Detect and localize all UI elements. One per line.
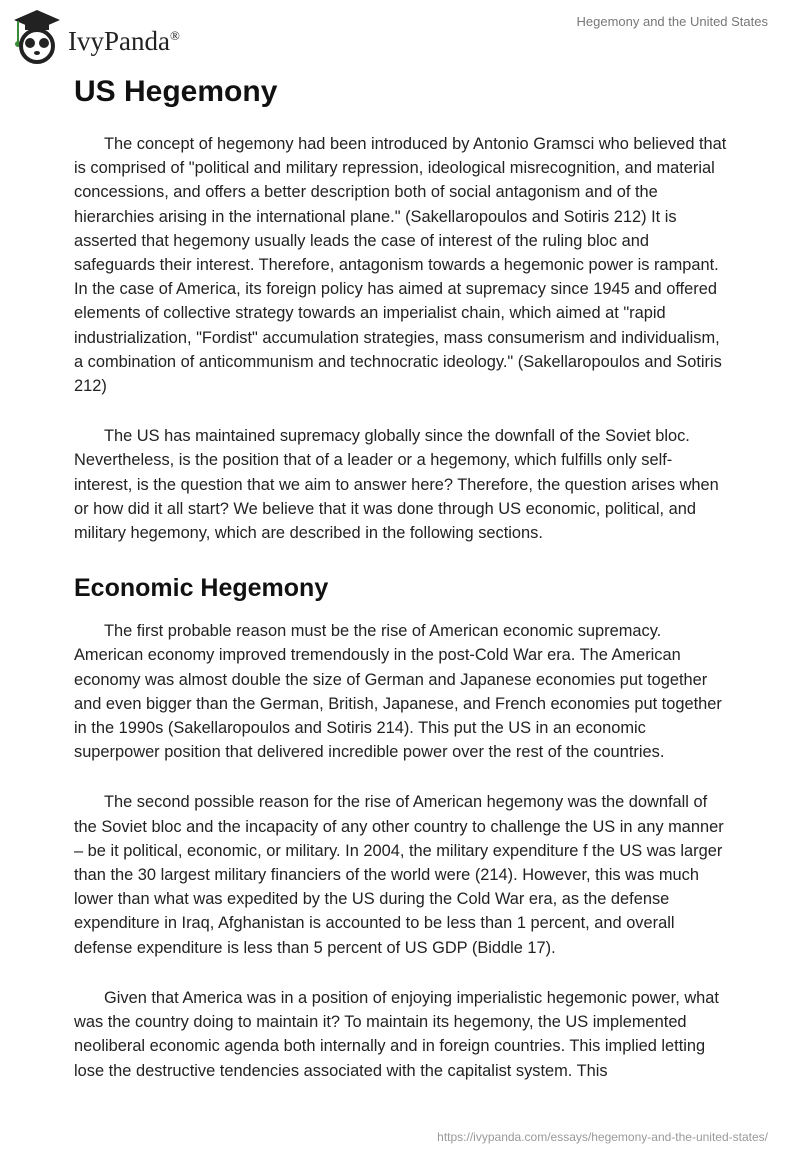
registered-mark: ®: [169, 27, 180, 43]
logo-text: IvyPanda: [68, 25, 170, 56]
paragraph: The first probable reason must be the rise of American economic supremacy. American economy improved tremendously in the post-Cold War era. The American economy was almost double the size of German and Japanese economies put together and even bigger than the German, British, Japanese, and French economies put together in the 1990s (Sakellaropoulos and Sotiris 214). This put the US in an economic superpower position that delivered incredible power over the rest of the countries.: [74, 622, 722, 762]
paragraph: Given that America was in a position of enjoying imperialistic hegemonic power, what was the country doing to maintain it? To maintain its hegemony, the US implemented neoliberal economic agenda both internally and in foreign countries. This implied letting lose the destructive tendencies associated with the capitalist system. This: [74, 988, 719, 1080]
panda-graduate-icon: [12, 8, 62, 64]
paragraph: The second possible reason for the rise of American hegemony was the downfall of the Soviet bloc and the incapacity of any other country to challenge the US in any manner – be it political, economic, or military. In 2004, the military expenditure f the US was larger than the 30 largest military financiers of the world were (214). However, this was much lower than what was expedited by the US during the Cold War era, as the defense expenditure in Iraq, Afghanistan is accounted to be less than 1 percent, and overall defense expenditure is less than 5 percent of US GDP (Biddle 17).: [74, 793, 724, 957]
paragraph: The US has maintained supremacy globally since the downfall of the Soviet bloc. Nevertheless, is the position that of a leader or a hegemony, which fulfills only self-interest, is the question that we aim to answer here? Therefore, the question arises when or how did it all start? We believe that it was done through US economic, political, and military hegemony, which are described in the following sections.: [74, 427, 719, 543]
page-title: US Hegemony: [74, 75, 278, 108]
article: [74, 72, 730, 1109]
paragraph: The concept of hegemony had been introduced by Antonio Gramsci who believed that is comprised of "political and military repression, ideological misrecognition, and material concessions, and offers a better description both of social antagonism and of the hierarchies arising in the international plane." (Sakellaropoulos and Sotiris 212) It is asserted that hegemony usually leads the case of interest of the ruling bloc and safeguards their interest. Therefore, antagonism towards a hegemonic power is rampant. In the case of America, its foreign policy has aimed at supremacy since 1945 and offered elements of collective strategy towards an imperialist chain, which aimed at "rapid industrialization, "Fordist" accumulation strategies, mass consumerism and individualism, a combination of anticommunism and technocratic ideology." (Sakellaropoulos and Sotiris 212): [74, 135, 727, 396]
ivypanda-logo[interactable]: [12, 8, 180, 64]
document-title: Hegemony and the United States: [576, 14, 768, 29]
source-url[interactable]: https://ivypanda.com/essays/hegemony-and-the-united-states/: [437, 1130, 768, 1144]
section-heading: Economic Hegemony: [74, 574, 329, 603]
